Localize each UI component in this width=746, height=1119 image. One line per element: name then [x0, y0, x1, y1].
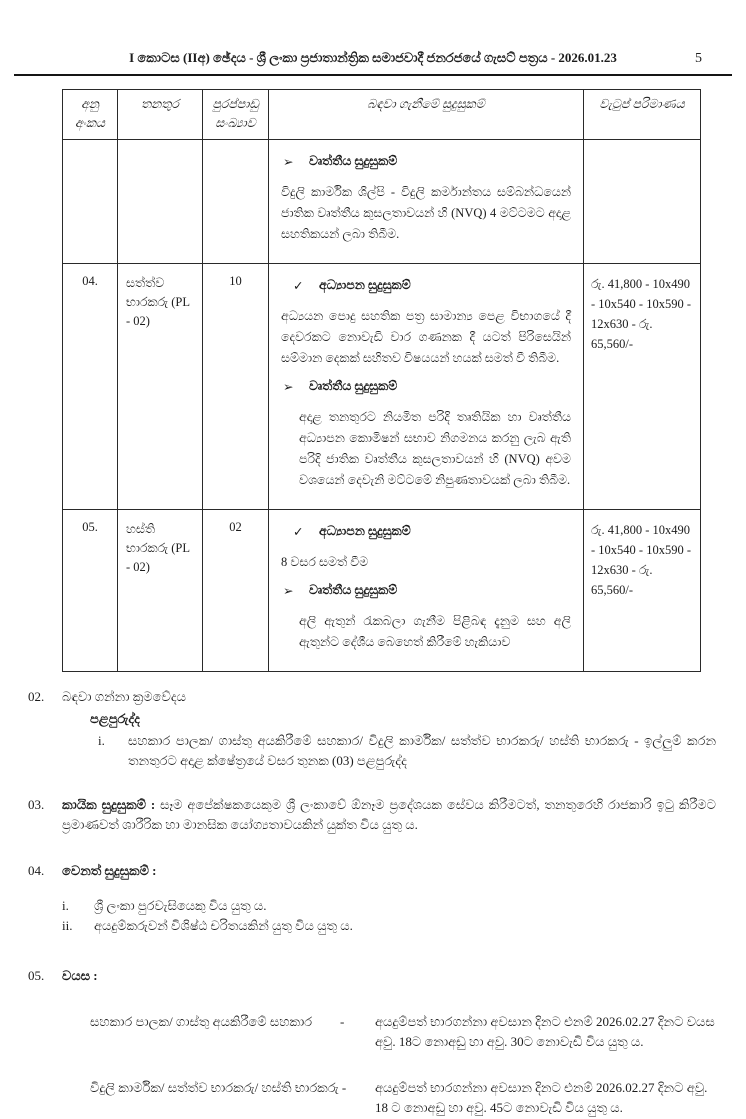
post-cell: සත්ත්ව භාරකරු (PL - 02) [118, 263, 203, 509]
vacancy-table [62, 89, 701, 672]
section-label: වෙනත් සුදුසුකම් : [62, 863, 157, 879]
post-cell [118, 139, 203, 263]
education-label: අධ්‍යාපන සුදුසුකම් [319, 523, 411, 538]
serial-cell: 05. [63, 509, 118, 671]
body-sections [28, 687, 716, 1119]
dash-separator: - [340, 1014, 345, 1030]
section-number: 03. [28, 797, 45, 813]
vocational-label: වෘත්තීය සුදුසුකම් [309, 153, 398, 168]
item-text: සහකාර පාලක/ ගාස්තු අයකිරීමේ සහකාර/ විදුලි කාර්මික/ සත්ත්ව භාරකරු/ හස්ති භාරකරු - ඉල්ලුම් කරන තනතුරට අදාළ ක්ෂේත්‍රයේ වසර තුනක (03) පළපුරුද්ද [128, 732, 716, 769]
vocational-paragraph: විදුලි කාර්මික ශිල්පි - විදුලි කර්මාන්තය සම්බන්ධයෙන් ජාතික වෘත්තීය කුසලතාවයන් හි (NVQ) 4 මට්ටමට අදාළ සහතිකයන් ලබා තිබීම. [281, 184, 571, 241]
col-header-vacancies: පුරප්පාඩු සංඛ්‍යාව [203, 89, 269, 139]
section-title: බඳවා ගන්නා ක්‍රමවේදය [62, 688, 186, 704]
age-rule-text: අයදුම්පත් භාරගන්නා අවසාන දිනට එනම් 2026.02.27 දිනට වයස අවු. 18ට නොඅඩු හා අවු. 30ට නොවැඩි විය යුතු ය. [375, 1014, 715, 1050]
vacancies-cell: 02 [203, 509, 269, 671]
vocational-label: වෘත්තීය සුදුසුකම් [309, 378, 398, 393]
experience-item [98, 731, 716, 771]
table-row-continuation [63, 139, 701, 263]
vocational-paragraph: අදාළ තනතුරට නියමිත පරිදි තෘතියික හා වෘත්තීය අධ්‍යාපන කොමිෂන් සභාව නිගමනය කරනු ලැබ ඇති පරිදි ජාතික වෘත්තීය කුසලතාවයන් හි (NVQ) අවම වශයෙන් දෙවැනි මට්ටමේ නිපුණතාවයක් ලබා තිබීම. [299, 409, 571, 487]
section-age [28, 966, 716, 986]
serial-cell [63, 139, 118, 263]
item-text: අයදුම්කරුවන් විශිෂ්ඨ චරිතයකින් යුතු විය යුතු ය. [94, 917, 353, 933]
section-recruitment-method [28, 687, 716, 772]
section-paragraph [62, 795, 716, 835]
age-rule-row [90, 1078, 716, 1118]
age-posts: විදුලි කාර්මික/ සත්ත්ව භාරකරු/ හස්ති භාරකරු - [90, 1080, 347, 1096]
list-item [62, 896, 716, 916]
qualifications-cell [269, 139, 584, 263]
page-header [30, 50, 716, 67]
section-number: 04. [28, 863, 45, 879]
arrow-bullet-icon: ➢ [283, 583, 294, 598]
gazette-page [0, 50, 746, 1119]
section-label: වයස : [62, 967, 98, 983]
col-header-serial-no: අනු අංකය [63, 89, 118, 139]
vacancies-cell [203, 139, 269, 263]
table-header-row [63, 89, 701, 139]
arrow-bullet-icon: ➢ [283, 379, 294, 394]
salary-cell: රු. 41,800 - 10x490 - 10x540 - 10x590 - 12x630 - රු. 65,560/- [584, 263, 701, 509]
vocational-paragraph: අලි ඇතුන් රැකබලා ගැනීම පිළිබඳ දැනුම සහ අලි ඇතුන්ට දේශීය බෙහෙත් කිරීමේ හැකියාව [299, 613, 571, 649]
education-label: අධ්‍යාපන සුදුසුකම් [319, 277, 411, 292]
col-header-post: තනතුර [118, 89, 203, 139]
serial-cell: 04. [63, 263, 118, 509]
education-qualifications-heading [293, 278, 571, 294]
gazette-title: I කොටස (IIඅ) ඡේදය - ශ්‍රී ලංකා ප්‍රජාතාන්ත්‍රික සමාජවාදී ජනරජයේ ගැසට් පත්‍රය - 2026.01.23 [129, 50, 617, 65]
qualifications-cell [269, 509, 584, 671]
check-bullet-icon: ✓ [293, 278, 304, 293]
post-cell: හස්ති භාරකරු (PL - 02) [118, 509, 203, 671]
section-physical-fitness [28, 795, 716, 835]
education-qualifications-heading [293, 524, 571, 540]
salary-cell [584, 139, 701, 263]
age-rule-row [90, 1012, 716, 1052]
vocational-qualifications-heading [283, 154, 571, 170]
qualifications-cell [269, 263, 584, 509]
section-number: 02. [28, 688, 45, 704]
experience-subtitle: පළපුරුද්ද [90, 710, 140, 726]
vocational-label: වෘත්තීය සුදුසුකම් [309, 582, 398, 597]
education-paragraph: අධ්‍යයන පොදු සහතික පත්‍ර සාමාන්‍ය පෙළ විභාගයේ දී දෙවරකට නොවැඩි වාර ගණනක දී යටත් පිරිසෙයින් සම්මාන දෙකක් සහිතව විෂයයන් හයක් සමත් වී තිබීම. [281, 308, 571, 365]
section-other-qualifications [28, 861, 716, 935]
table-row-04 [63, 263, 701, 509]
vacancies-cell: 10 [203, 263, 269, 509]
item-number: i. [62, 897, 69, 913]
col-header-qualifications: බඳවා ගැනීමේ සුදුසුකම් [269, 89, 584, 139]
check-bullet-icon: ✓ [293, 524, 304, 539]
section-label: කායික සුදුසුකම් : [62, 797, 161, 813]
item-text: ශ්‍රී ලංකා පුරවැසියෙකු විය යුතු ය. [94, 897, 267, 913]
header-divider [14, 74, 732, 76]
item-number: ii. [62, 917, 73, 933]
arrow-bullet-icon: ➢ [283, 154, 294, 169]
list-item [62, 916, 716, 936]
age-posts: සහකාර පාලක/ ගාස්තු අයකිරීමේ සහකාර [90, 1014, 313, 1030]
table-row-05 [63, 509, 701, 671]
col-header-salary-scale: වැටුප් පරිමාණය [584, 89, 701, 139]
vocational-qualifications-heading [283, 379, 571, 395]
education-paragraph: 8 වසර සමත් වීම [281, 554, 369, 569]
age-rule-text: අයදුම්පත් භාරගන්නා අවසාන දිනට එනම් 2026.02.27 දිනට අවු. 18 ට නොඅඩු හා අවු. 45ට නොවැඩි විය යුතු ය. [375, 1080, 708, 1116]
section-number: 05. [28, 967, 45, 983]
page-number: 5 [695, 51, 702, 66]
vocational-qualifications-heading [283, 583, 571, 599]
salary-cell: රු. 41,800 - 10x490 - 10x540 - 10x590 - 12x630 - රු. 65,560/- [584, 509, 701, 671]
section-text: සෑම අපේක්ෂකයෙකුම ශ්‍රී ලංකාවේ ඕනෑම ප්‍රදේශයක සේවය කිරීමටත්, තනතුරෙහි රාජකාරි ඉටු කිරීමට ප්‍රමාණවත් ශාරීරික හා මානසික යෝග්‍යතාවයකින් යුක්ත විය යුතු ය. [62, 797, 716, 833]
item-number: i. [98, 732, 105, 748]
